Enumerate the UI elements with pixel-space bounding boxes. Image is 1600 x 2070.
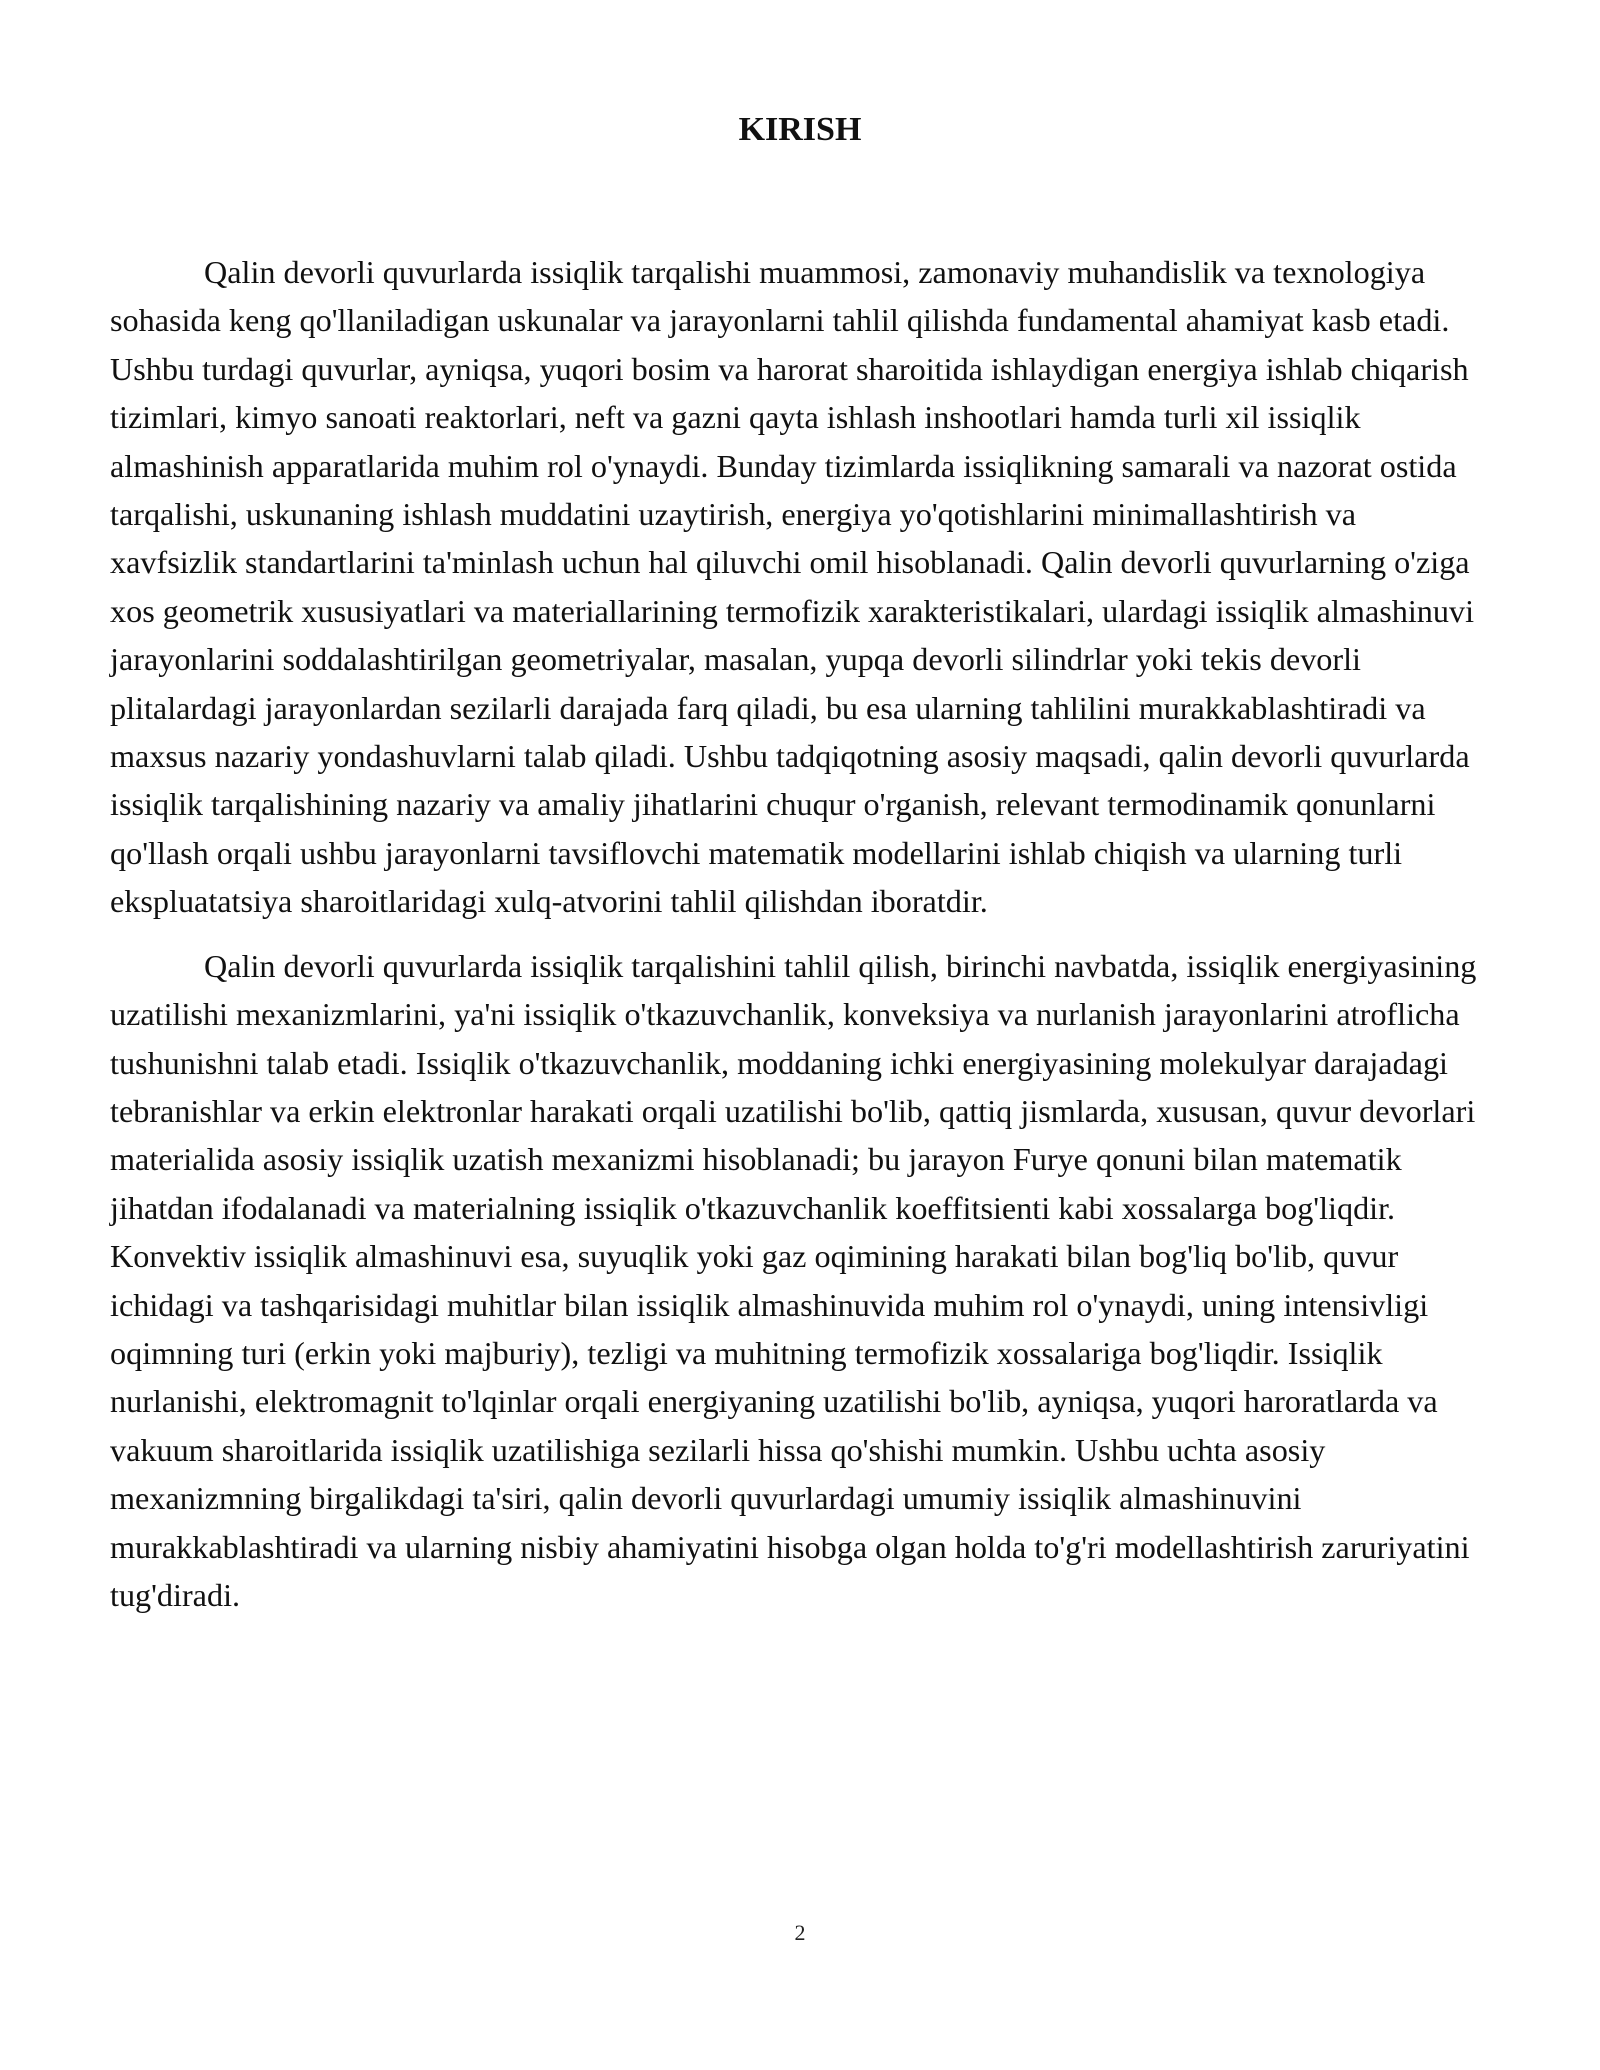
paragraph-2: Qalin devorli quvurlarda issiqlik tarqalishini tahlil qilish, birinchi navbatda, issiqlik energiyasining uzatilishi mexanizmlarini, ya'ni issiqlik o'tkazuvchanlik, konveksiya va nurlanish jarayonlarini atroflicha tushunishni talab etadi. Issiqlik o'tkazuvchanlik, moddaning ichki energiyasining molekulyar darajadagi tebranishlar va erkin elektronlar harakati orqali uzatilishi bo'lib, qattiq jismlarda, xususan, quvur devorlari materialida asosiy issiqlik uzatish mexanizmi hisoblanadi; bu jarayon Furye qonuni bilan matematik jihatdan ifodalanadi va materialning issiqlik o'tkazuvchanlik koeffitsienti kabi xossalarga bog'liqdir. Konvektiv issiqlik almashinuvi esa, suyuqlik yoki gaz oqimining harakati bilan bog'liq bo'lib, quvur ichidagi va tashqarisidagi muhitlar bilan issiqlik almashinuvida muhim rol o'ynaydi, uning intensivligi oqimning turi (erkin yoki majburiy), tezligi va muhitning termofizik xossalariga bog'liqdir. Issiqlik nurlanishi, elektromagnit to'lqinlar orqali energiyaning uzatilishi bo'lib, ayniqsa, yuqori haroratlarda va vakuum sharoitlarida issiqlik uzatilishiga sezilarli hissa qo'shishi mumkin. Ushbu uchta asosiy mexanizmning birgalikdagi ta'siri, qalin devorli quvurlardagi umumiy issiqlik almashinuvini murakkablashtiradi va ularning nisbiy ahamiyatini hisobga olgan holda to'g'ri modellashtirish zaruriyatini tug'diradi. [110, 947, 1477, 1613]
body-text [110, 248, 1490, 1635]
paragraph-1: Qalin devorli quvurlarda issiqlik tarqalishi muammosi, zamonaviy muhandislik va texnologiya sohasida keng qo'llaniladigan uskunalar va jarayonlarni tahlil qilishda fundamental ahamiyat kasb etadi. Ushbu turdagi quvurlar, ayniqsa, yuqori bosim va harorat sharoitida ishlaydigan energiya ishlab chiqarish tizimlari, kimyo sanoati reaktorlari, neft va gazni qayta ishlash inshootlari hamda turli xil issiqlik almashinish apparatlarida muhim rol o'ynaydi. Bunday tizimlarda issiqlikning samarali va nazorat ostida tarqalishi, uskunaning ishlash muddatini uzaytirish, energiya yo'qotishlarini minimallashtirish va xavfsizlik standartlarini ta'minlash uchun hal qiluvchi omil hisoblanadi. Qalin devorli quvurlarning o'ziga xos geometrik xususiyatlari va materiallarining termofizik xarakteristikalari, ulardagi issiqlik almashinuvi jarayonlarini soddalashtirilgan geometriyalar, masalan, yupqa devorli silindrlar yoki tekis devorli plitalardagi jarayonlardan sezilarli darajada farq qiladi, bu esa ularning tahlilini murakkablashtiradi va maxsus nazariy yondashuvlarni talab qiladi. Ushbu tadqiqotning asosiy maqsadi, qalin devorli quvurlarda issiqlik tarqalishining nazariy va amaliy jihatlarini chuqur o'rganish, relevant termodinamik qonunlarni qo'llash orqali ushbu jarayonlarni tavsiflovchi matematik modellarini ishlab chiqish va ularning turli ekspluatatsiya sharoitlaridagi xulq-atvorini tahlil qilishdan iboratdir. [110, 254, 1475, 920]
page-number: 2 [794, 1920, 806, 1945]
section-title: KIRISH [738, 111, 862, 148]
